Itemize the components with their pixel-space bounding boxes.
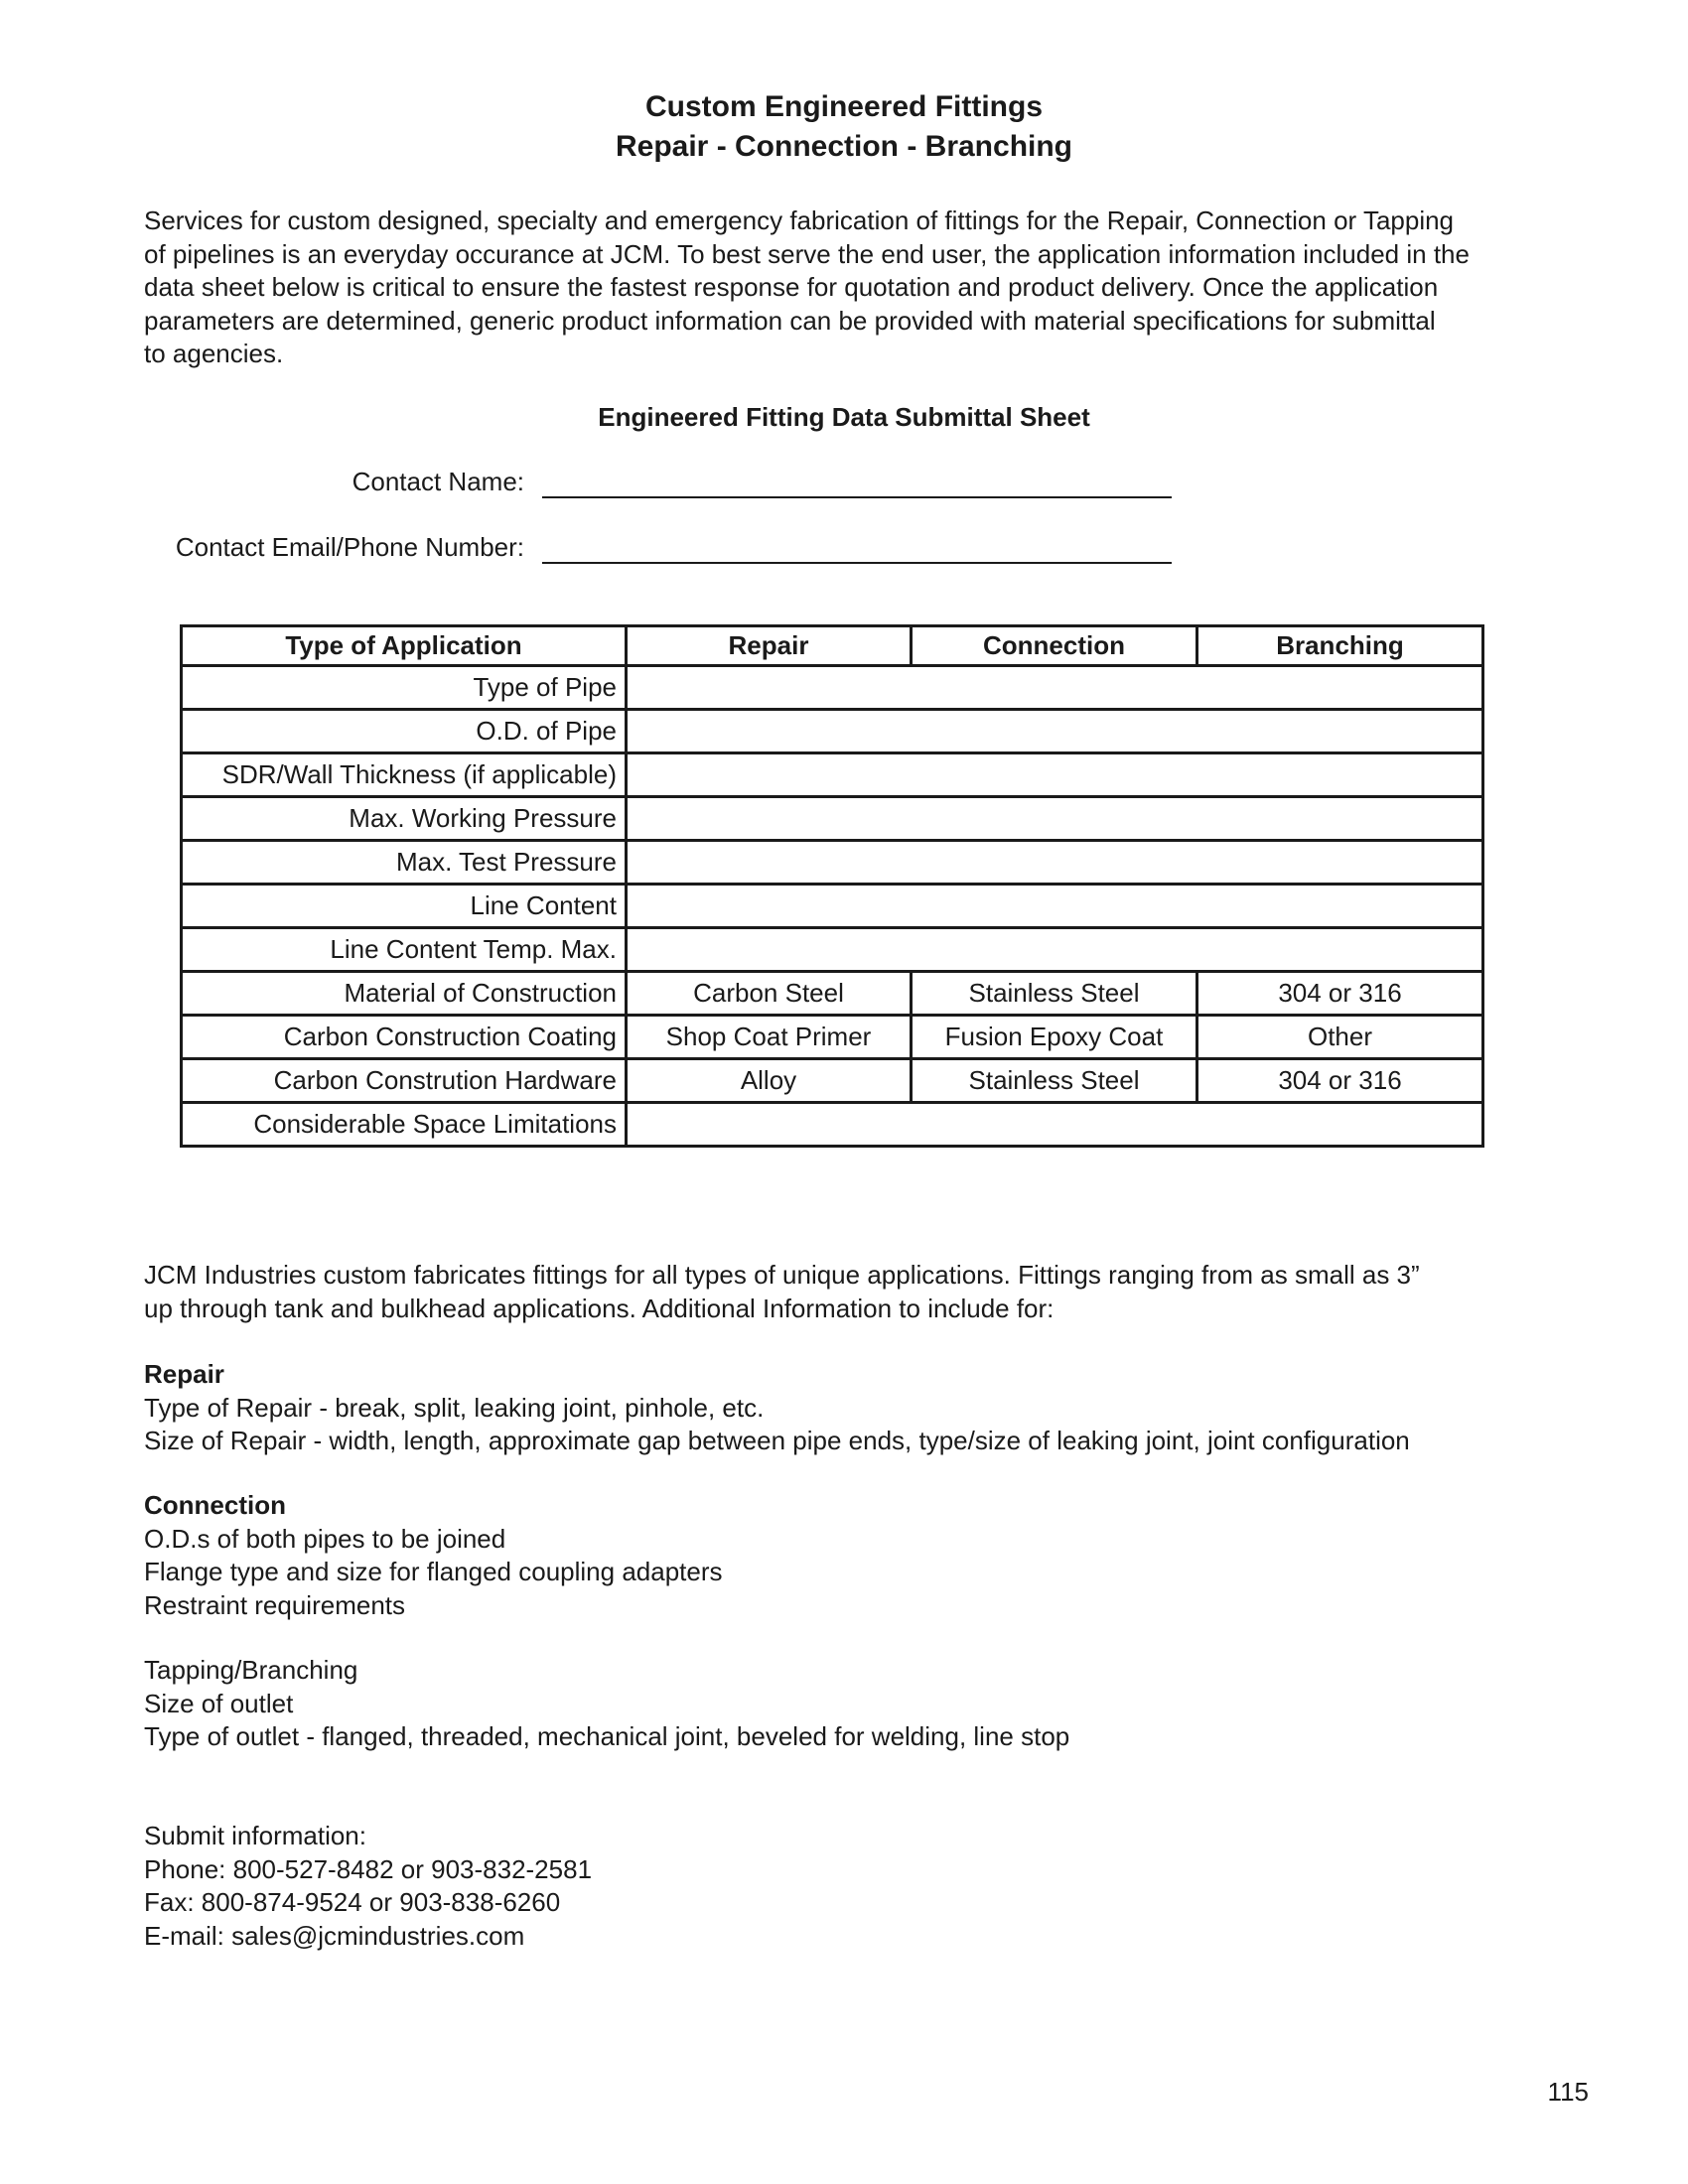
paragraph-line: JCM Industries custom fabricates fittings for all types of unique applications. Fittings ranging from as small as 3” (144, 1260, 1420, 1290)
intro-line: data sheet below is critical to ensure the fastest response for quotation and product delivery. Once the application (144, 272, 1439, 302)
input-cell[interactable] (627, 885, 1483, 928)
row-label: Considerable Space Limitations (182, 1103, 627, 1147)
connection-heading: Connection (144, 1490, 286, 1520)
option-cell[interactable]: 304 or 316 (1197, 1059, 1483, 1103)
row-label: Line Content (182, 885, 627, 928)
input-cell[interactable] (627, 710, 1483, 753)
table-row (182, 710, 1483, 753)
input-cell[interactable] (627, 666, 1483, 710)
row-label: SDR/Wall Thickness (if applicable) (182, 753, 627, 797)
input-cell[interactable] (627, 928, 1483, 972)
tapping-section (144, 1654, 1554, 1754)
repair-section (144, 1358, 1554, 1458)
row-label: Max. Test Pressure (182, 841, 627, 885)
input-cell[interactable] (627, 1103, 1483, 1147)
submit-fax: Fax: 800-874-9524 or 903-838-6260 (144, 1887, 561, 1917)
application-table (180, 624, 1484, 1148)
table-row (182, 928, 1483, 972)
option-cell[interactable]: Shop Coat Primer (627, 1016, 912, 1059)
connection-line: Flange type and size for flanged coupling adapters (144, 1557, 723, 1586)
after-table-paragraph (144, 1259, 1554, 1325)
input-cell[interactable] (627, 797, 1483, 841)
option-cell[interactable]: Other (1197, 1016, 1483, 1059)
row-label: Type of Pipe (182, 666, 627, 710)
submit-phone: Phone: 800-527-8482 or 903-832-2581 (144, 1853, 593, 1884)
submit-email[interactable]: E-mail: sales@jcmindustries.com (144, 1920, 525, 1951)
connection-line: O.D.s of both pipes to be joined (144, 1523, 506, 1554)
header-connection: Connection (912, 626, 1197, 666)
table-header-row (182, 626, 1483, 666)
contact-name-field[interactable] (0, 467, 1192, 502)
sheet-title: Engineered Fitting Data Submittal Sheet (598, 402, 1090, 432)
tapping-line: Tapping/Branching (144, 1655, 358, 1685)
page-number: 115 (1547, 2077, 1589, 2107)
intro-line: of pipelines is an everyday occurance at JCM. To best serve the end user, the application information included in the (144, 238, 1470, 269)
table-row (182, 1103, 1483, 1147)
title-line-2: Repair - Connection - Branching (615, 130, 1073, 163)
row-label: Max. Working Pressure (182, 797, 627, 841)
intro-paragraph (144, 205, 1534, 371)
header-branching: Branching (1197, 626, 1483, 666)
table-row (182, 1059, 1483, 1103)
repair-line: Size of Repair - width, length, approximate gap between pipe ends, type/size of leaking joint, joint configuration (144, 1426, 1410, 1455)
row-label: Carbon Constrution Hardware (182, 1059, 627, 1103)
connection-section (144, 1489, 1554, 1622)
paragraph-line: up through tank and bulkhead applications. Additional Information to include for: (144, 1293, 1055, 1323)
repair-line: Type of Repair - break, split, leaking joint, pinhole, etc. (144, 1392, 765, 1423)
option-cell[interactable]: Stainless Steel (912, 1059, 1197, 1103)
row-label: Carbon Construction Coating (182, 1016, 627, 1059)
intro-line: parameters are determined, generic product information can be provided with material specifications for submittal (144, 305, 1436, 336)
intro-line: Services for custom designed, specialty and emergency fabrication of fittings for the Repair, Connection or Tapping (144, 205, 1455, 235)
repair-heading: Repair (144, 1359, 224, 1389)
input-cell[interactable] (627, 753, 1483, 797)
contact-email-field[interactable] (0, 532, 1192, 568)
submit-heading: Submit information: (144, 1821, 366, 1850)
row-label: O.D. of Pipe (182, 710, 627, 753)
submit-section (144, 1820, 1554, 1953)
option-cell[interactable]: Carbon Steel (627, 972, 912, 1016)
contact-email-line[interactable] (542, 562, 1172, 564)
option-cell[interactable]: 304 or 316 (1197, 972, 1483, 1016)
table-row (182, 885, 1483, 928)
option-cell[interactable]: Stainless Steel (912, 972, 1197, 1016)
header-repair: Repair (627, 626, 912, 666)
table-row (182, 1016, 1483, 1059)
connection-line: Restraint requirements (144, 1589, 405, 1620)
page-title (0, 87, 1688, 167)
table-row (182, 753, 1483, 797)
option-cell[interactable]: Fusion Epoxy Coat (912, 1016, 1197, 1059)
contact-name-line[interactable] (542, 496, 1172, 498)
tapping-line: Type of outlet - flanged, threaded, mechanical joint, beveled for welding, line stop (144, 1721, 1070, 1751)
header-type-of-application: Type of Application (182, 626, 627, 666)
table-row (182, 841, 1483, 885)
tapping-line: Size of outlet (144, 1688, 294, 1718)
intro-line: to agencies. (144, 339, 284, 368)
title-line-1: Custom Engineered Fittings (644, 90, 1044, 123)
table-row (182, 972, 1483, 1016)
contact-email-label: Contact Email/Phone Number: (175, 532, 524, 562)
contact-name-label: Contact Name: (352, 467, 524, 496)
row-label: Line Content Temp. Max. (182, 928, 627, 972)
table-row (182, 797, 1483, 841)
row-label: Material of Construction (182, 972, 627, 1016)
input-cell[interactable] (627, 841, 1483, 885)
option-cell[interactable]: Alloy (627, 1059, 912, 1103)
table-row (182, 666, 1483, 710)
